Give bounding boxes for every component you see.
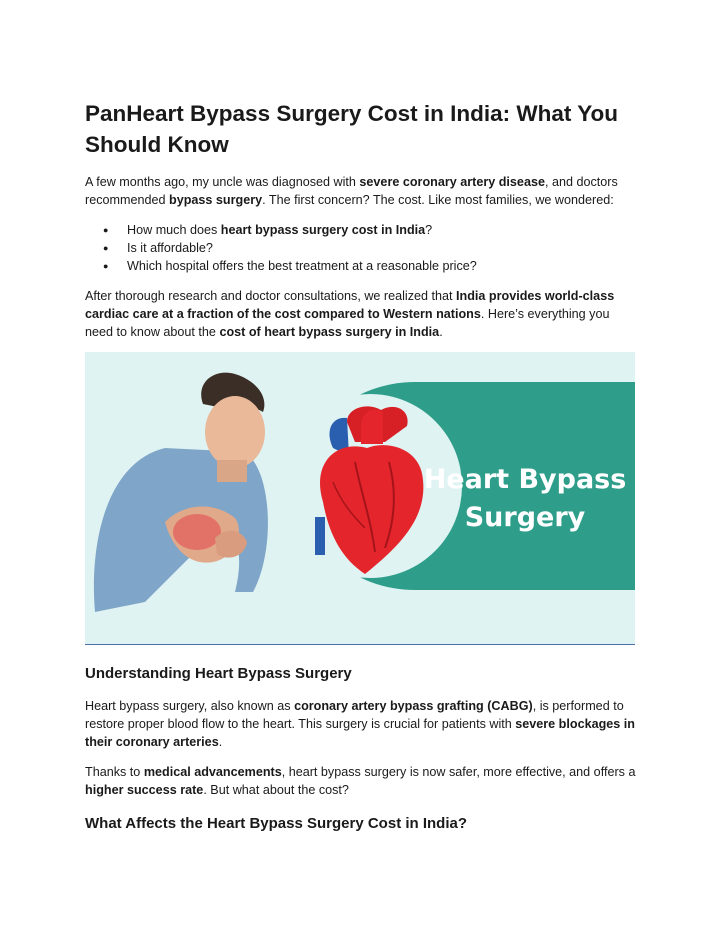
advancements-paragraph <box>85 763 640 799</box>
intro-bold: bypass surgery <box>169 193 263 207</box>
intro-paragraph <box>85 173 640 209</box>
list-item <box>85 239 625 257</box>
research-text: . <box>439 325 443 339</box>
list-item <box>85 257 625 275</box>
intro-text: , and doctors recommended <box>85 175 618 207</box>
section-heading: Understanding Heart Bypass Surgery <box>85 665 352 682</box>
questions-list <box>85 221 625 275</box>
banner-title-line2: Surgery <box>464 502 586 533</box>
intro-text: A few months ago, my uncle was diagnosed with <box>85 175 360 189</box>
section-heading: What Affects the Heart Bypass Surgery Cost in India? <box>85 815 468 832</box>
intro-bold: severe coronary artery disease <box>359 175 545 189</box>
para-text: . But what about the cost? <box>203 783 349 797</box>
list-text: Which hospital offers the best treatment at a reasonable price? <box>127 259 477 273</box>
banner-title-line1: Heart Bypass <box>423 464 627 495</box>
para-bold: medical advancements <box>143 765 282 779</box>
para-text: Heart bypass surgery, also known as <box>85 699 295 713</box>
research-paragraph <box>85 287 640 341</box>
research-text: After thorough research and doctor consultations, we realized that <box>85 289 457 303</box>
list-text: Is it affordable? <box>127 241 213 255</box>
para-text: . <box>218 735 223 749</box>
para-text: , heart bypass surgery is now safer, more effective, and offers a <box>281 765 636 779</box>
page-title: PanHeart Bypass Surgery Cost in India: What You Should Know <box>85 101 619 157</box>
para-text: Thanks to <box>85 765 144 779</box>
list-text: ? <box>425 223 433 237</box>
heart-bypass-banner-image <box>85 352 635 645</box>
intro-text: . The first concern? The cost. Like most families, we wondered: <box>262 193 614 207</box>
research-bold: India provides world-class cardiac care at a fraction of the cost compared to Western nations <box>85 289 615 321</box>
banner-bottom-strip <box>85 590 635 644</box>
para-bold: higher success rate <box>85 783 204 797</box>
para-text: , is performed to restore proper blood flow to the heart. This surgery is crucial for patients with <box>85 699 624 731</box>
banner-illustration <box>85 352 635 644</box>
cabg-paragraph <box>85 697 640 751</box>
para-bold: severe blockages in their coronary arteries <box>85 717 635 749</box>
research-bold: cost of heart bypass surgery in India <box>219 325 440 339</box>
list-item <box>85 221 625 239</box>
list-bold: heart bypass surgery cost in India <box>220 223 426 237</box>
list-text: How much does <box>127 223 221 237</box>
research-text: . Here’s everything you need to know about the <box>85 307 610 339</box>
para-bold: coronary artery bypass grafting (CABG) <box>294 699 533 713</box>
